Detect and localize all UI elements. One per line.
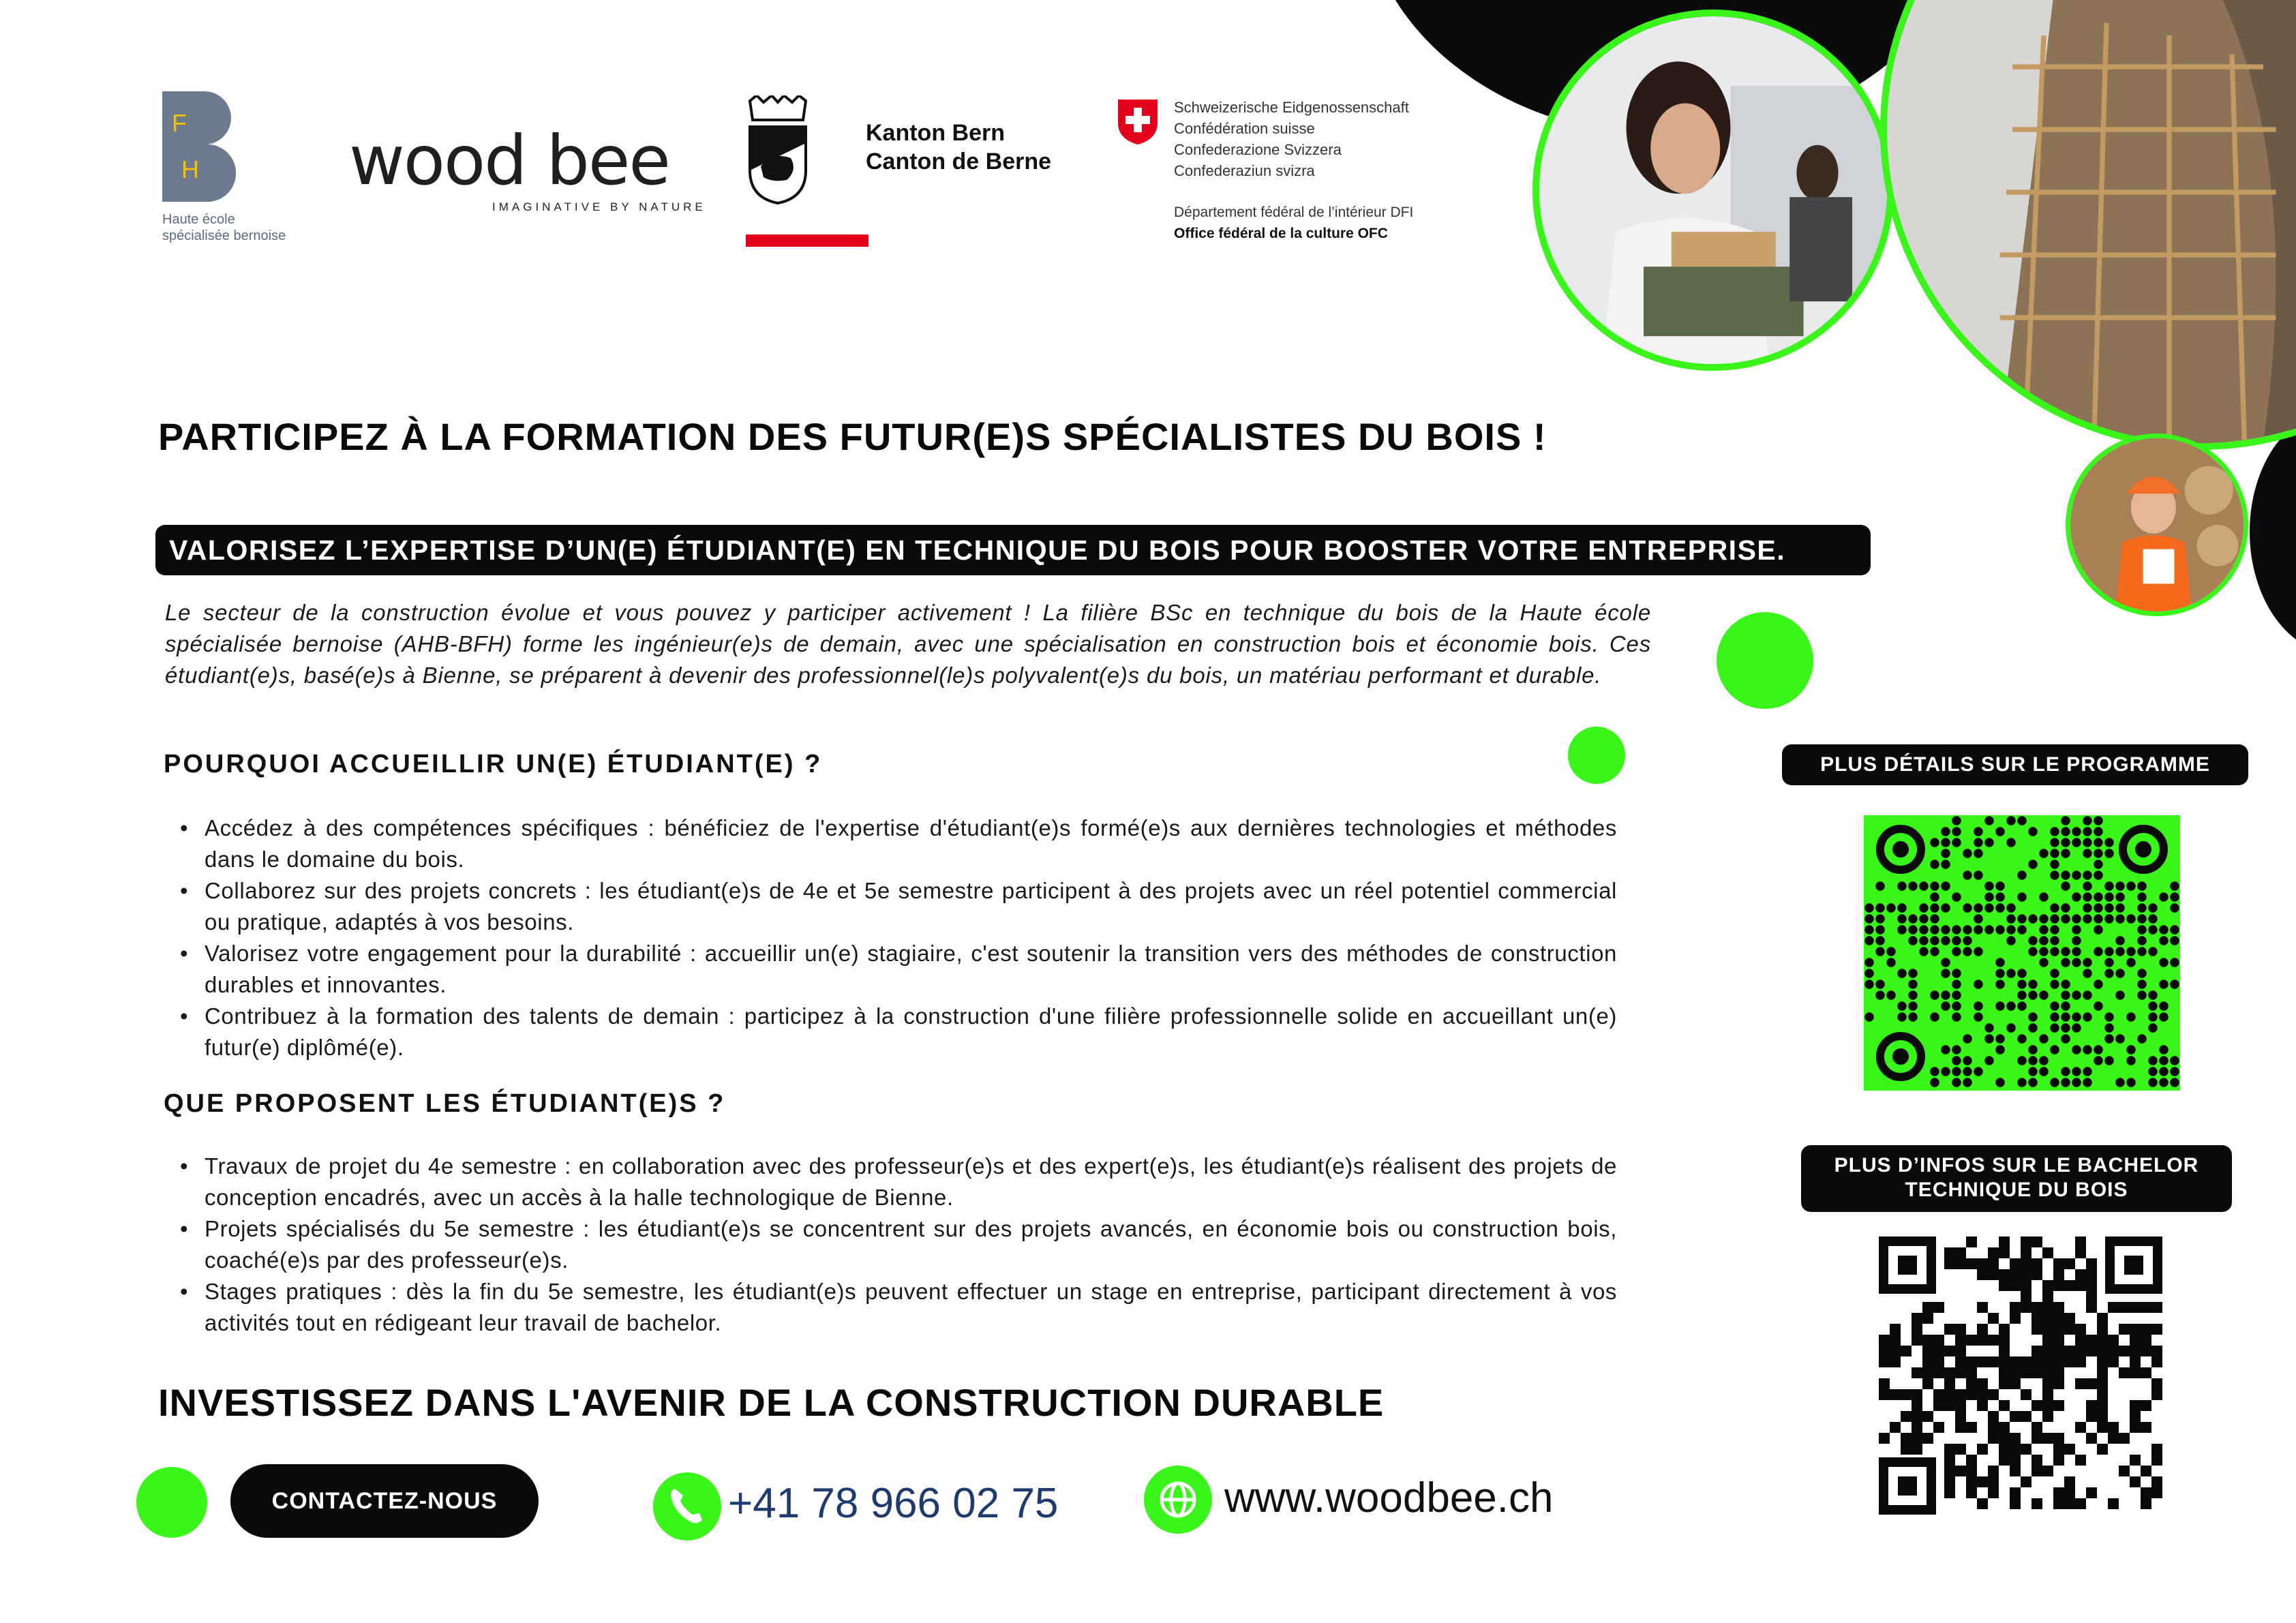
swiss-name-line: Confederazione Svizzera [1174,141,1342,158]
list-item: • Contribuez à la formation des talents de demain : participez à la construction d'une filière professionnelle solide en accueillant un(e) futur(e) diplômé(e). [165,1001,1617,1063]
green-dot-large [1717,612,1813,709]
list-item: • Valorisez votre engagement pour la durabilité : accueillir un(e) stagiaire, c'est soutenir la transition vers des méthodes de construction durables et innovantes. [165,938,1617,1001]
list-item: • Collaborez sur des projets concrets : les étudiant(e)s de 4e et 5e semestre participent à des projets avec un réel potentiel commercial ou pratique, adaptés à vos besoins. [165,875,1617,938]
photo-student-wood-model [1532,10,1894,371]
bachelor-label-line: TECHNIQUE DU BOIS [1905,1179,2128,1201]
list-item: • Stages pratiques : dès la fin du 5e semestre, les étudiant(e)s peuvent effectuer un stage en entreprise, participant directement à vos activités tout en rédigeant leur travail de bachelor. [165,1276,1617,1339]
black-blob-right [2250,409,2296,654]
website-link[interactable]: www.woodbee.ch [1224,1474,1554,1521]
swiss-office-line: Office fédéral de la culture OFC [1174,226,1388,241]
phone-icon [653,1472,721,1541]
globe-icon [1144,1466,1212,1534]
list-item: • Travaux de projet du 4e semestre : en collaboration avec des professeur(e)s et des expert(e)s, les étudiant(e)s réalisent des projets de conception encadrés, avec un accès à la halle technologique de Bienne. [165,1151,1617,1213]
invest-heading: INVESTISSEZ DANS L'AVENIR DE LA CONSTRUCTION DURABLE [158,1381,1385,1424]
swiss-name-line: Confédération suisse [1174,120,1315,137]
offer-list [165,1151,1617,1339]
bfh-caption [162,211,286,244]
swiss-name-line: Schweizerische Eidgenossenschaft [1174,99,1409,116]
bern-name-line: Canton de Berne [866,149,1052,175]
bachelor-label-line: PLUS D’INFOS SUR LE BACHELOR [1834,1154,2199,1177]
bfh-caption-line: spécialisée bernoise [162,228,286,243]
list-item: • Accédez à des compétences spécifiques : bénéficiez de l'expertise d'étudiant(e)s formé(e)s aux dernières technologies et méthodes dans le domaine du bois. [165,813,1617,875]
phone-number-link[interactable]: +41 78 966 02 75 [728,1480,1059,1527]
page-title: PARTICIPEZ À LA FORMATION DES FUTUR(E)S SPÉCIALISTES DU BOIS ! [158,415,1547,458]
bfh-letter-h: H [181,155,199,183]
bfh-letter-f: F [172,109,187,137]
swiss-department-line: Département fédéral de l’intérieur DFI [1174,204,1414,220]
bern-name-line: Kanton Bern [866,120,1005,146]
swiss-name-line: Confederaziun svizra [1174,162,1315,179]
green-dot-footer [136,1467,207,1538]
bern-bear-shield-icon [746,95,810,204]
green-dot-small [1568,727,1625,784]
woodbee-logo: wood bee [349,121,669,200]
why-list [165,813,1617,1063]
bfh-logo-icon [162,91,236,202]
subheadline-banner: VALORISEZ L’EXPERTISE D’UN(E) ÉTUDIANT(E) EN TECHNIQUE DU BOIS POUR BOOSTER VOTRE ENTREPRISE. [155,525,1871,575]
bfh-caption-line: Haute école [162,212,235,227]
photo-worker-helmet [2066,434,2248,616]
offer-section-title: QUE PROPOSENT LES ÉTUDIANT(E)S ? [164,1089,726,1118]
bern-red-bar [746,234,868,247]
photo-wooden-framework [1880,0,2296,450]
programme-label: PLUS DÉTAILS SUR LE PROGRAMME [1782,744,2248,785]
swiss-department [1174,202,1413,244]
swiss-confederation-names [1174,97,1409,181]
intro-paragraph: Le secteur de la construction évolue et vous pouvez y participer activement ! La filière BSc en technique du bois de la Haute école spécialisée bernoise (AHB-BFH) forme les ingénieur(e)s de demain, avec une spécialisation en construction bois et économie bois. Ces étudiant(e)s, basé(e)s à Bienne, se préparent à devenir des professionnel(le)s polyvalent(e)s du bois, un matériau performant et durable. [165,600,1651,688]
bachelor-label [1801,1145,2232,1212]
qr-code-programme-icon[interactable] [1864,815,2180,1091]
list-item: • Projets spécialisés du 5e semestre : les étudiant(e)s se concentrent sur des projets avancés, en économie bois ou construction bois, coaché(e)s par des professeur(e)s. [165,1213,1617,1276]
woodbee-tagline: IMAGINATIVE BY NATURE [492,200,706,213]
contact-button[interactable]: CONTACTEZ-NOUS [230,1464,539,1538]
qr-code-bachelor-icon[interactable] [1879,1237,2162,1515]
why-section-title: POURQUOI ACCUEILLIR UN(E) ÉTUDIANT(E) ? [164,750,823,778]
swiss-flag-icon [1115,100,1160,145]
bern-name [866,119,1051,176]
